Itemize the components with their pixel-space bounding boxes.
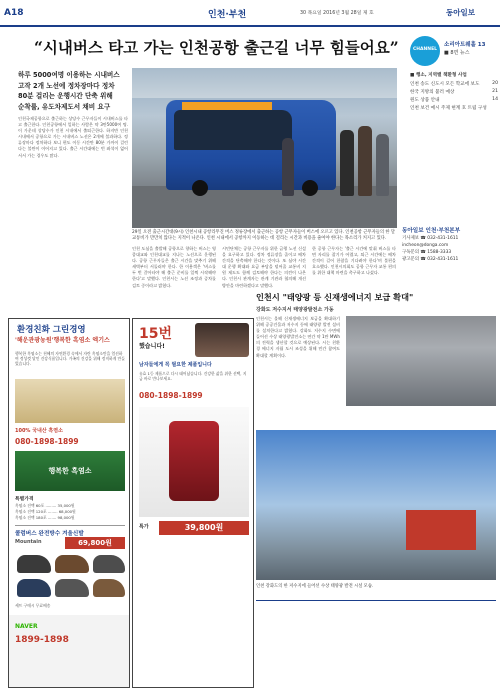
shoe-image	[17, 555, 51, 573]
channel-title: 소리아트웨홀 13	[444, 42, 486, 48]
channel-row[interactable]: ■ 행소, 지역밸 책환형 사업	[410, 73, 467, 78]
main-headline: “시내버스 타고 가는 인천공항 출근길 너무 힘들어요”	[34, 38, 399, 57]
bus-window	[174, 110, 292, 150]
bus-wheel	[192, 180, 208, 196]
story2-headline: 인천시 "태양광 등 신재생에너지 보급 확대"	[256, 292, 414, 302]
bus-wheel	[302, 180, 318, 196]
subheadline: 80분 걸리는 운행시간 단축 위해	[18, 92, 113, 100]
channel-row[interactable]: 인천 송도 신도시 모든 학교에 보도 20	[410, 81, 498, 87]
shoe-image	[93, 555, 125, 573]
shoe-image	[17, 579, 51, 597]
shoe-image	[55, 579, 89, 597]
ad-product-box: 행복한 흑염소	[15, 451, 125, 491]
shoe-image	[55, 555, 89, 573]
ad-badge: 100% 국내산 흑염소	[15, 428, 63, 434]
channel-row[interactable]: 원도 상품 안내 14	[410, 97, 498, 103]
contact-line: 광고문의 ☎ 032-431-1611	[402, 257, 459, 262]
ad2-phone[interactable]: 080-1898-1899	[139, 391, 203, 400]
contact-line[interactable]: incheon@donga.com	[402, 243, 449, 248]
ad-item-line: 흑염소 진액 120포 ........ 68,000원	[15, 509, 76, 514]
contact-line: 기사제보 ☎ 032-431-1611	[402, 236, 459, 241]
page-number: A18	[4, 8, 24, 18]
commuter-figure	[376, 134, 389, 196]
ad-health-product	[132, 318, 254, 688]
ad-divider	[15, 525, 125, 526]
section-title: 인천·부천	[208, 10, 247, 20]
ad2-intro: 남자들에게 꼭 필요한 제품입니다	[139, 362, 212, 368]
subheadline-block	[18, 70, 128, 112]
channel-row[interactable]: 한국 지방의 불러 예상 21	[410, 89, 498, 95]
bus-display	[182, 102, 272, 110]
ad2-person-photo	[195, 323, 249, 357]
channel-subtitle: ■ 8면 뉴스	[444, 50, 470, 56]
ad-phone[interactable]: 080-1898-1899	[15, 437, 79, 446]
story2-subhead: 강화도 저수지서 태양광발전소 가동	[256, 307, 334, 313]
ad-shoe-note: 세트 구매시 무료배송	[15, 603, 51, 608]
commuter-figure	[282, 138, 294, 196]
ad2-copy: 유효 1등 제품으로 다시 태어났습니다. 건강한 삶을 위한 선택, 지금 바로 만나보세요.	[139, 371, 247, 381]
subheadline: 하루 5000여명 이용하는 시내버스	[18, 71, 120, 79]
story2-photo-main	[256, 430, 496, 580]
ad-shoe-price: 69,800원	[65, 537, 125, 549]
ad-footer-phone[interactable]: 1899-1898	[15, 635, 69, 645]
contact-line: 구독문의 ☎ 1588-3333	[402, 250, 452, 255]
ad-item-line: 흑염소 진액 60포 ......... 35,000원	[15, 503, 75, 508]
ad2-bottle	[169, 421, 219, 501]
story2-photo-top	[346, 316, 496, 406]
photo-sky	[132, 68, 397, 98]
ad-footer	[9, 615, 130, 687]
ad2-price-label: 특가	[139, 524, 149, 530]
subheadline: 고작 2개 노선에 정차장마다 정차	[18, 81, 115, 90]
story2-photo-caption: 인천 강화도의 한 저수지에 들어선 수상 태양광 발전 시설 모습.	[256, 584, 374, 589]
section-divider	[256, 600, 496, 601]
paper-name: 동아일보	[446, 8, 475, 17]
commuter-figure	[340, 130, 354, 196]
article-column: 한 공항 근무자는 '출근 시간에 맞춰 버스를 타면 자리를 잡기가 어렵고, 퇴근 시간에는 배차 간격이 길어 한참을 기다려야 한다'며 불편을 호소했다. 인천시의회도 공항 근무자 교통 편의를 위한 대책 마련을 촉구하고 나섰다.	[312, 246, 396, 276]
ad-copy: 행복한 흑염소는 천혜의 자연환경 속에서 자란 흑염소만을 엄선하여 정성껏 달인 건강식품입니다. 가족의 건강을 위해 정직하게 만들었습니다.	[15, 351, 125, 366]
channel-box	[410, 36, 498, 156]
date-line: 30 목요일 2016년 3월 28일 제 호	[300, 11, 374, 16]
contact-box	[402, 228, 498, 263]
channel-row[interactable]: 인천 보건 예시 주제 현계 호 트립 구성	[410, 106, 487, 111]
subheadline: 순착률, 유도차제도서 채비 요구	[18, 102, 111, 111]
ad2-price: 39,800원	[159, 521, 249, 535]
ad2-product-area	[139, 407, 249, 517]
photo-caption: 29일 오전 출근시간대(9시) 인천시내 공항리무진 버스 정류장에서 출근하는 공항 근무자들이 버스에 오르고 있다. 인천공항 근무자들의 한 달 교통비가 만만치 않다는 지적이 나온다. 인천 시내에서 공항까지 이동하는 데 걸리는 시간과 비용을 줄여야 한다는 목소리가 커지고 있다.	[132, 230, 396, 241]
shoe-image	[93, 579, 125, 597]
commuter-figure	[358, 126, 372, 196]
channel-logo: CHANNEL	[410, 36, 440, 66]
article-column: 인천국제공항으로 출근하는 상당수 근무자들이 시내버스를 타고 출근한다. 인천공항에서 일하는 사람은 약 3만5000여 명. 이 가운데 상당수가 인천 시내에서 출퇴근한다. 하지만 인천 시내에서 공항으로 가는 시내버스 노선은 2개에 불과하다. 정류장마다 정차하다 보니 편도 이동 시간만 80분 가까이 걸린다는 불만이 이어지고 있다. 출근 시간대에는 빈 좌석이 없어 서서 가는 경우도 많다.	[18, 116, 128, 158]
bus-photo	[132, 68, 397, 228]
ad-title: 환경친화 그린경영	[17, 325, 86, 335]
ad-product-photo	[15, 379, 125, 423]
boat-shape	[406, 510, 476, 550]
ad-price-label: 특별가격	[15, 497, 34, 502]
article-column: 시민단체는 공항 근무자를 위한 급행 노선 신설을 요구하고 있다. 정차 정류장을 줄이고 배차 간격을 단축해야 한다는 것이다. 또 심야 시간대 운행 확대와 요금 부담을 덜어줄 교통비 지원 제도도 함께 검토해야 한다는 의견이 나온다. 인천시 관계자는 관계 기관과 협의해 개선 방안을 마련하겠다고 말했다.	[222, 246, 306, 288]
ad-shoe-brand: Mountain	[15, 539, 42, 545]
ad-shoe-title: 콜럼버스 완전방수 겨울신발	[15, 531, 84, 537]
article-column: 인천 도심을 출발해 공항으로 향하는 버스는 영종대교와 인천대교를 지나는 노선으로 운행된다. 공항 근무자들은 출근 시간을 맞추기 위해 새벽부터 서둘러야 한다. 한 이용객은 '버스를 두 번 갈아타야 해 출근 준비를 일찍 시작해야 한다'고 말했다. 인천시는 노선 조정과 증차를 검토 중이라고 밝혔다.	[132, 246, 216, 288]
naver-logo: NAVER	[15, 623, 38, 630]
ad2-title-big: 15번	[139, 326, 173, 342]
ad-slogan: '해운관광농원'행복한 흑염소 엑기스	[15, 337, 110, 344]
ad-goat-extract	[8, 318, 130, 688]
story2-body: 인천시는 올해 신재생에너지 보급을 확대하기 위해 공공건물과 저수지 등에 태양광 발전 설비를 설치한다고 밝혔다. 강화도 저수지 수면에 들어선 수상 태양광발전소는 연간 약 1만 MWh의 전력을 생산할 것으로 예상된다. 시는 친환경 에너지 자립 도시 조성을 위해 민간 참여도 확대할 계획이다.	[256, 316, 340, 358]
page-header	[0, 0, 500, 27]
contact-heading: 동아일보 인천·부천본부	[402, 228, 461, 234]
ad2-title-rest: 했습니다!	[139, 343, 165, 350]
ad-item-line: 흑염소 진액 180포 ....... 98,000원	[15, 515, 75, 520]
